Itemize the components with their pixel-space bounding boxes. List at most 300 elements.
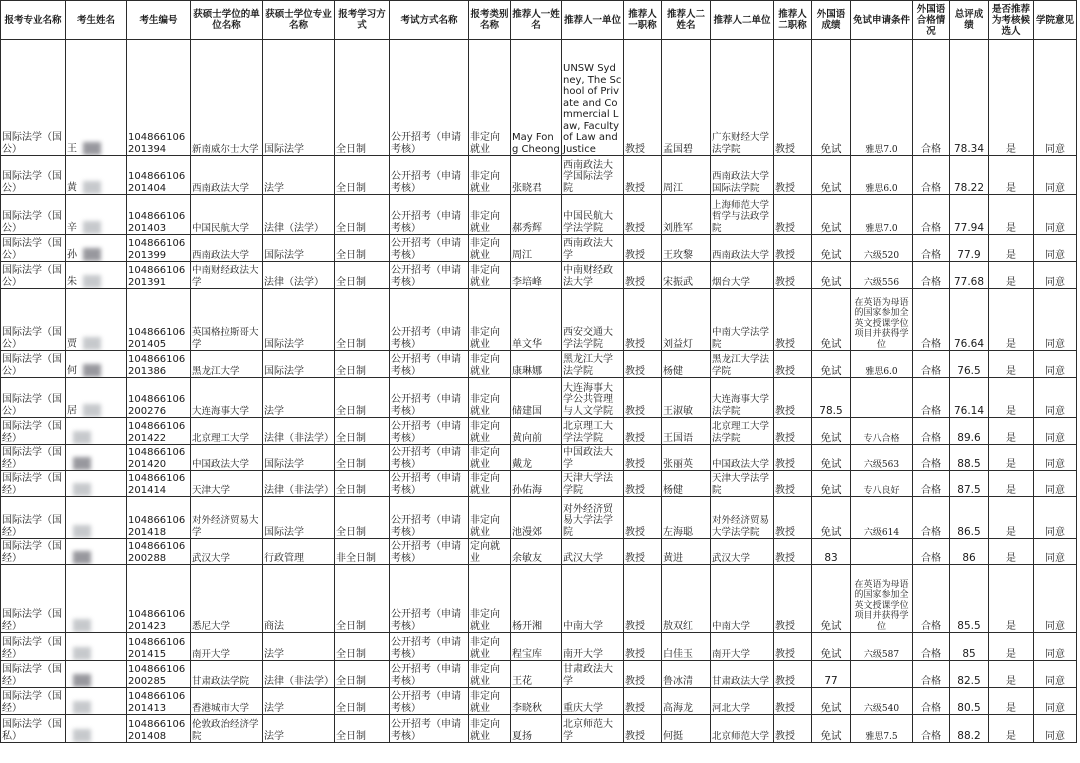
referee1-title-cell: 教授 <box>624 262 662 289</box>
exam-method-cell: 公开招考（申请考核） <box>390 445 469 471</box>
college-opinion-cell: 同意 <box>1034 378 1077 418</box>
total-score-cell: 76.64 <box>950 289 989 351</box>
redaction-blur <box>83 181 101 194</box>
foreign-language-score-cell: 免试 <box>812 497 851 539</box>
degree-school-cell: 北京理工大学 <box>191 418 263 445</box>
referee2-name-cell: 高海龙 <box>662 688 711 715</box>
referee1-title-cell: 教授 <box>624 351 662 378</box>
referee1-name-cell: 黄向前 <box>511 418 562 445</box>
total-score-cell: 86.5 <box>950 497 989 539</box>
referee2-unit-cell: 西南政法大学 <box>711 235 774 262</box>
category-cell: 非定向就业 <box>469 497 511 539</box>
referee2-title-cell: 教授 <box>774 661 812 688</box>
redaction-blur <box>73 551 91 564</box>
category-cell: 非定向就业 <box>469 661 511 688</box>
candidate-id-cell: 104866106201405 <box>127 289 191 351</box>
exemption-condition-cell: 六级563 <box>851 445 913 471</box>
degree-major-cell: 国际法学 <box>263 497 335 539</box>
column-header: 考生姓名 <box>66 1 127 40</box>
column-header: 考试方式名称 <box>390 1 469 40</box>
table-row <box>1 351 1077 378</box>
major-cell: 国际法学（国公） <box>1 40 66 156</box>
exam-method-cell: 公开招考（申请考核） <box>390 565 469 633</box>
recommended-cell: 是 <box>989 235 1034 262</box>
category-cell: 非定向就业 <box>469 289 511 351</box>
referee2-title-cell: 教授 <box>774 351 812 378</box>
category-cell: 非定向就业 <box>469 565 511 633</box>
total-score-cell: 85.5 <box>950 565 989 633</box>
major-cell: 国际法学（国公） <box>1 235 66 262</box>
referee1-name-cell: 孙佑海 <box>511 471 562 497</box>
candidate-name-cell <box>66 688 127 715</box>
referee1-title-cell: 教授 <box>624 497 662 539</box>
degree-major-cell: 法学 <box>263 633 335 661</box>
total-score-cell: 85 <box>950 633 989 661</box>
redaction-blur <box>83 364 101 377</box>
referee2-unit-cell: 对外经济贸易大学法学院 <box>711 497 774 539</box>
exemption-condition-cell: 六级520 <box>851 235 913 262</box>
referee2-title-cell: 教授 <box>774 289 812 351</box>
foreign-language-score-cell: 免试 <box>812 262 851 289</box>
column-header: 总评成绩 <box>950 1 989 40</box>
study-mode-cell: 全日制 <box>335 289 390 351</box>
candidate-id-cell: 104866106201408 <box>127 715 191 743</box>
category-cell: 定向就业 <box>469 539 511 565</box>
category-cell: 非定向就业 <box>469 445 511 471</box>
referee2-title-cell: 教授 <box>774 156 812 195</box>
total-score-cell: 86 <box>950 539 989 565</box>
total-score-cell: 88.2 <box>950 715 989 743</box>
referee1-unit-cell: 西南政法大学国际法学院 <box>562 156 624 195</box>
total-score-cell: 76.5 <box>950 351 989 378</box>
referee2-unit-cell: 北京师范大学 <box>711 715 774 743</box>
foreign-language-score-cell: 免试 <box>812 565 851 633</box>
candidate-id-cell: 104866106201399 <box>127 235 191 262</box>
referee2-title-cell: 教授 <box>774 262 812 289</box>
category-cell: 非定向就业 <box>469 715 511 743</box>
referee2-unit-cell: 中南大学法学院 <box>711 289 774 351</box>
candidate-name-text: 何 <box>67 365 77 377</box>
referee1-name-cell: 余敏友 <box>511 539 562 565</box>
candidate-name-text: 辛 <box>67 222 77 234</box>
referee1-title-cell: 教授 <box>624 195 662 235</box>
referee2-name-cell: 宋振武 <box>662 262 711 289</box>
referee1-unit-cell: 西安交通大学法学院 <box>562 289 624 351</box>
category-cell: 非定向就业 <box>469 40 511 156</box>
candidate-name-text: 贾 <box>67 338 77 350</box>
referee2-name-cell: 王淑敏 <box>662 378 711 418</box>
category-cell: 非定向就业 <box>469 235 511 262</box>
study-mode-cell: 全日制 <box>335 661 390 688</box>
foreign-language-score-cell: 78.5 <box>812 378 851 418</box>
degree-major-cell: 国际法学 <box>263 445 335 471</box>
candidate-name-cell <box>66 445 127 471</box>
column-header: 推荐人二单位 <box>711 1 774 40</box>
exam-method-cell: 公开招考（申请考核） <box>390 262 469 289</box>
column-header: 获硕士学位专业名称 <box>263 1 335 40</box>
column-header: 报考学习方式 <box>335 1 390 40</box>
category-cell: 非定向就业 <box>469 351 511 378</box>
column-header: 推荐人一单位 <box>562 1 624 40</box>
referee1-title-cell: 教授 <box>624 661 662 688</box>
language-pass-cell: 合格 <box>913 471 950 497</box>
language-pass-cell: 合格 <box>913 418 950 445</box>
redaction-blur <box>73 525 91 538</box>
recommended-cell: 是 <box>989 539 1034 565</box>
referee1-title-cell: 教授 <box>624 289 662 351</box>
candidate-name-cell <box>66 539 127 565</box>
referee2-unit-cell: 广东财经大学法学院 <box>711 40 774 156</box>
study-mode-cell: 非全日制 <box>335 539 390 565</box>
language-pass-cell: 合格 <box>913 262 950 289</box>
exam-method-cell: 公开招考（申请考核） <box>390 497 469 539</box>
candidate-name-text: 孙 <box>67 249 77 261</box>
college-opinion-cell: 同意 <box>1034 565 1077 633</box>
recommended-cell: 是 <box>989 661 1034 688</box>
exemption-condition-cell: 雅思7.5 <box>851 715 913 743</box>
college-opinion-cell: 同意 <box>1034 471 1077 497</box>
study-mode-cell: 全日制 <box>335 688 390 715</box>
table-row <box>1 471 1077 497</box>
total-score-cell: 80.5 <box>950 688 989 715</box>
language-pass-cell: 合格 <box>913 235 950 262</box>
total-score-cell: 77.94 <box>950 195 989 235</box>
column-header: 报考类别名称 <box>469 1 511 40</box>
referee2-unit-cell: 中南大学 <box>711 565 774 633</box>
redaction-blur <box>83 142 101 155</box>
major-cell: 国际法学（国公） <box>1 351 66 378</box>
referee1-title-cell: 教授 <box>624 539 662 565</box>
college-opinion-cell: 同意 <box>1034 633 1077 661</box>
referee2-title-cell: 教授 <box>774 565 812 633</box>
candidate-name-cell <box>66 156 127 195</box>
foreign-language-score-cell: 免试 <box>812 471 851 497</box>
candidate-name-cell <box>66 351 127 378</box>
exam-method-cell: 公开招考（申请考核） <box>390 418 469 445</box>
language-pass-cell: 合格 <box>913 688 950 715</box>
table-row <box>1 661 1077 688</box>
candidate-name-text: 朱 <box>67 276 77 288</box>
referee2-name-cell: 周江 <box>662 156 711 195</box>
candidate-id-cell: 104866106200276 <box>127 378 191 418</box>
referee2-name-cell: 王国语 <box>662 418 711 445</box>
recommended-cell: 是 <box>989 633 1034 661</box>
study-mode-cell: 全日制 <box>335 262 390 289</box>
table-row <box>1 688 1077 715</box>
referee1-unit-cell: 中国政法大学 <box>562 445 624 471</box>
recommended-cell: 是 <box>989 262 1034 289</box>
college-opinion-cell: 同意 <box>1034 539 1077 565</box>
major-cell: 国际法学（国经） <box>1 565 66 633</box>
study-mode-cell: 全日制 <box>335 351 390 378</box>
column-header: 推荐人二职称 <box>774 1 812 40</box>
recommended-cell: 是 <box>989 40 1034 156</box>
candidate-id-cell: 104866106201413 <box>127 688 191 715</box>
column-header: 免试申请条件 <box>851 1 913 40</box>
candidate-name-text: 王 <box>67 143 77 155</box>
language-pass-cell: 合格 <box>913 378 950 418</box>
language-pass-cell: 合格 <box>913 445 950 471</box>
study-mode-cell: 全日制 <box>335 633 390 661</box>
referee1-unit-cell: 武汉大学 <box>562 539 624 565</box>
college-opinion-cell: 同意 <box>1034 262 1077 289</box>
column-header: 是否推荐为考核候选人 <box>989 1 1034 40</box>
referee2-name-cell: 杨健 <box>662 351 711 378</box>
referee1-name-cell: 储建国 <box>511 378 562 418</box>
degree-major-cell: 法学 <box>263 156 335 195</box>
exam-method-cell: 公开招考（申请考核） <box>390 715 469 743</box>
major-cell: 国际法学（国经） <box>1 471 66 497</box>
degree-major-cell: 法律（非法学） <box>263 418 335 445</box>
degree-school-cell: 中国民航大学 <box>191 195 263 235</box>
candidate-name-cell <box>66 195 127 235</box>
degree-school-cell: 武汉大学 <box>191 539 263 565</box>
referee1-name-cell: 李晓秋 <box>511 688 562 715</box>
recommended-cell: 是 <box>989 418 1034 445</box>
exam-method-cell: 公开招考（申请考核） <box>390 661 469 688</box>
exemption-condition-cell: 在英语为母语的国家参加全英文授课学位项目并获得学位 <box>851 289 913 351</box>
referee2-title-cell: 教授 <box>774 497 812 539</box>
degree-school-cell: 中国政法大学 <box>191 445 263 471</box>
candidate-id-cell: 104866106201422 <box>127 418 191 445</box>
referee1-name-cell: May Fong Cheong <box>511 40 562 156</box>
category-cell: 非定向就业 <box>469 262 511 289</box>
candidate-name-cell <box>66 235 127 262</box>
candidate-name-cell <box>66 497 127 539</box>
column-header: 报考专业名称 <box>1 1 66 40</box>
exemption-condition-cell: 在英语为母语的国家参加全英文授课学位项目并获得学位 <box>851 565 913 633</box>
college-opinion-cell: 同意 <box>1034 418 1077 445</box>
referee2-unit-cell: 南开大学 <box>711 633 774 661</box>
candidate-name-cell <box>66 633 127 661</box>
study-mode-cell: 全日制 <box>335 565 390 633</box>
redaction-blur <box>73 457 91 470</box>
candidate-id-cell: 104866106201386 <box>127 351 191 378</box>
referee1-unit-cell: 天津大学法学院 <box>562 471 624 497</box>
candidate-name-cell <box>66 378 127 418</box>
referee2-name-cell: 左海聪 <box>662 497 711 539</box>
candidate-id-cell: 104866106201403 <box>127 195 191 235</box>
exemption-condition-cell <box>851 539 913 565</box>
referee1-title-cell: 教授 <box>624 378 662 418</box>
table-row <box>1 418 1077 445</box>
total-score-cell: 76.14 <box>950 378 989 418</box>
total-score-cell: 78.34 <box>950 40 989 156</box>
referee1-name-cell: 康琳娜 <box>511 351 562 378</box>
total-score-cell: 77.68 <box>950 262 989 289</box>
major-cell: 国际法学（国公） <box>1 289 66 351</box>
candidate-name-cell <box>66 418 127 445</box>
column-header: 考生编号 <box>127 1 191 40</box>
study-mode-cell: 全日制 <box>335 418 390 445</box>
degree-major-cell: 法律（法学） <box>263 195 335 235</box>
candidate-id-cell: 104866106200285 <box>127 661 191 688</box>
foreign-language-score-cell: 免试 <box>812 235 851 262</box>
degree-major-cell: 法律（非法学） <box>263 661 335 688</box>
referee2-unit-cell: 天津大学法学院 <box>711 471 774 497</box>
language-pass-cell: 合格 <box>913 539 950 565</box>
recommended-cell: 是 <box>989 195 1034 235</box>
degree-school-cell: 西南政法大学 <box>191 156 263 195</box>
redaction-blur <box>83 221 101 234</box>
exemption-condition-cell <box>851 378 913 418</box>
degree-school-cell: 伦敦政治经济学院 <box>191 715 263 743</box>
referee2-name-cell: 刘益灯 <box>662 289 711 351</box>
college-opinion-cell: 同意 <box>1034 661 1077 688</box>
redaction-blur <box>83 248 101 261</box>
total-score-cell: 88.5 <box>950 445 989 471</box>
study-mode-cell: 全日制 <box>335 378 390 418</box>
language-pass-cell: 合格 <box>913 715 950 743</box>
language-pass-cell: 合格 <box>913 289 950 351</box>
candidate-name-text: 居 <box>67 405 77 417</box>
column-header: 推荐人一姓名 <box>511 1 562 40</box>
category-cell: 非定向就业 <box>469 195 511 235</box>
referee2-unit-cell: 中国政法大学 <box>711 445 774 471</box>
exemption-condition-cell: 专八良好 <box>851 471 913 497</box>
exemption-condition-cell: 专八合格 <box>851 418 913 445</box>
study-mode-cell: 全日制 <box>335 497 390 539</box>
foreign-language-score-cell: 免试 <box>812 156 851 195</box>
candidate-name-cell <box>66 262 127 289</box>
referee1-unit-cell: 对外经济贸易大学法学院 <box>562 497 624 539</box>
exam-method-cell: 公开招考（申请考核） <box>390 289 469 351</box>
degree-major-cell: 国际法学 <box>263 235 335 262</box>
candidate-id-cell: 104866106200288 <box>127 539 191 565</box>
recommended-cell: 是 <box>989 715 1034 743</box>
college-opinion-cell: 同意 <box>1034 715 1077 743</box>
exemption-condition-cell: 雅思6.0 <box>851 156 913 195</box>
degree-school-cell: 中南财经政法大学 <box>191 262 263 289</box>
referee1-title-cell: 教授 <box>624 715 662 743</box>
referee2-title-cell: 教授 <box>774 195 812 235</box>
college-opinion-cell: 同意 <box>1034 195 1077 235</box>
referee2-title-cell: 教授 <box>774 688 812 715</box>
referee2-unit-cell: 西南政法大学国际法学院 <box>711 156 774 195</box>
referee2-title-cell: 教授 <box>774 633 812 661</box>
category-cell: 非定向就业 <box>469 633 511 661</box>
exemption-condition-cell: 雅思6.0 <box>851 351 913 378</box>
total-score-cell: 87.5 <box>950 471 989 497</box>
column-header: 学院意见 <box>1034 1 1077 40</box>
candidate-id-cell: 104866106201414 <box>127 471 191 497</box>
degree-major-cell: 行政管理 <box>263 539 335 565</box>
referee1-unit-cell: 甘肃政法大学 <box>562 661 624 688</box>
referee1-unit-cell: 大连海事大学公共管理与人文学院 <box>562 378 624 418</box>
major-cell: 国际法学（国经） <box>1 418 66 445</box>
table-row <box>1 715 1077 743</box>
candidate-name-text: 黄 <box>67 182 77 194</box>
redaction-blur <box>83 404 101 417</box>
degree-major-cell: 法学 <box>263 688 335 715</box>
referee2-name-cell: 孟国碧 <box>662 40 711 156</box>
redaction-blur <box>73 674 91 687</box>
exemption-condition-cell: 雅思7.0 <box>851 195 913 235</box>
degree-major-cell: 法学 <box>263 378 335 418</box>
referee2-unit-cell: 上海师范大学哲学与法政学院 <box>711 195 774 235</box>
college-opinion-cell: 同意 <box>1034 351 1077 378</box>
major-cell: 国际法学（国经） <box>1 445 66 471</box>
recommended-cell: 是 <box>989 497 1034 539</box>
degree-school-cell: 黑龙江大学 <box>191 351 263 378</box>
table-row <box>1 156 1077 195</box>
referee1-name-cell: 王花 <box>511 661 562 688</box>
referee1-unit-cell: 中国民航大学法学院 <box>562 195 624 235</box>
referee2-title-cell: 教授 <box>774 378 812 418</box>
column-header: 外国语合格情况 <box>913 1 950 40</box>
referee2-title-cell: 教授 <box>774 715 812 743</box>
recommended-cell: 是 <box>989 445 1034 471</box>
referee1-name-cell: 程宝库 <box>511 633 562 661</box>
candidate-name-cell <box>66 715 127 743</box>
category-cell: 非定向就业 <box>469 688 511 715</box>
category-cell: 非定向就业 <box>469 418 511 445</box>
degree-school-cell: 西南政法大学 <box>191 235 263 262</box>
study-mode-cell: 全日制 <box>335 235 390 262</box>
referee1-unit-cell: 南开大学 <box>562 633 624 661</box>
foreign-language-score-cell: 免试 <box>812 40 851 156</box>
college-opinion-cell: 同意 <box>1034 688 1077 715</box>
study-mode-cell: 全日制 <box>335 195 390 235</box>
referee1-name-cell: 周江 <box>511 235 562 262</box>
total-score-cell: 89.6 <box>950 418 989 445</box>
college-opinion-cell: 同意 <box>1034 445 1077 471</box>
degree-school-cell: 甘肃政法学院 <box>191 661 263 688</box>
language-pass-cell: 合格 <box>913 565 950 633</box>
exemption-condition-cell: 六级556 <box>851 262 913 289</box>
referee1-title-cell: 教授 <box>624 445 662 471</box>
major-cell: 国际法学（国公） <box>1 262 66 289</box>
referee2-title-cell: 教授 <box>774 40 812 156</box>
exemption-condition-cell: 六级540 <box>851 688 913 715</box>
degree-major-cell: 国际法学 <box>263 351 335 378</box>
redaction-blur <box>83 275 101 288</box>
language-pass-cell: 合格 <box>913 661 950 688</box>
referee2-unit-cell: 大连海事大学法学院 <box>711 378 774 418</box>
exemption-condition-cell: 雅思7.0 <box>851 40 913 156</box>
foreign-language-score-cell: 免试 <box>812 445 851 471</box>
exam-method-cell: 公开招考（申请考核） <box>390 40 469 156</box>
referee2-title-cell: 教授 <box>774 471 812 497</box>
referee2-unit-cell: 甘肃政法大学 <box>711 661 774 688</box>
language-pass-cell: 合格 <box>913 351 950 378</box>
degree-major-cell: 国际法学 <box>263 289 335 351</box>
recommended-cell: 是 <box>989 471 1034 497</box>
referee1-unit-cell: UNSW Sydney, The School of Private and Commercial Law, Faculty of Law and Justice <box>562 40 624 156</box>
referee1-title-cell: 教授 <box>624 156 662 195</box>
referee1-title-cell: 教授 <box>624 633 662 661</box>
major-cell: 国际法学（国经） <box>1 539 66 565</box>
major-cell: 国际法学（国公） <box>1 195 66 235</box>
referee1-title-cell: 教授 <box>624 418 662 445</box>
referee2-unit-cell: 北京理工大学法学院 <box>711 418 774 445</box>
degree-school-cell: 对外经济贸易大学 <box>191 497 263 539</box>
college-opinion-cell: 同意 <box>1034 497 1077 539</box>
table-row <box>1 378 1077 418</box>
degree-school-cell: 南开大学 <box>191 633 263 661</box>
table-row <box>1 40 1077 156</box>
referee1-unit-cell: 北京师范大学 <box>562 715 624 743</box>
referee2-name-cell: 敖双红 <box>662 565 711 633</box>
candidate-name-cell <box>66 661 127 688</box>
major-cell: 国际法学（国公） <box>1 156 66 195</box>
category-cell: 非定向就业 <box>469 471 511 497</box>
redaction-blur <box>73 431 91 444</box>
total-score-cell: 82.5 <box>950 661 989 688</box>
study-mode-cell: 全日制 <box>335 156 390 195</box>
major-cell: 国际法学（国公） <box>1 378 66 418</box>
candidate-id-cell: 104866106201415 <box>127 633 191 661</box>
